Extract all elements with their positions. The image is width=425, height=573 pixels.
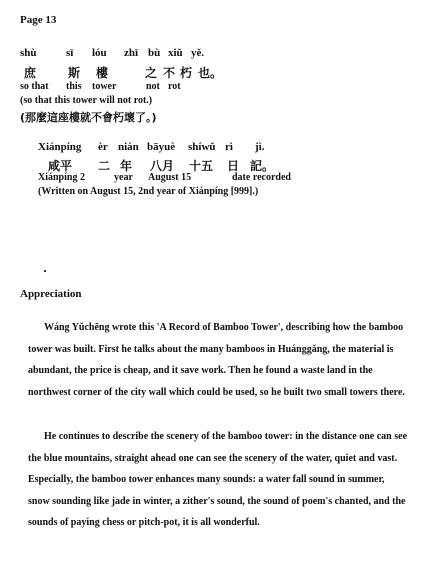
appreciation-paragraph (28, 317, 408, 403)
literal-token: date recorded (232, 172, 291, 183)
chinese-token: 之 (145, 66, 158, 80)
chinese-token: 也。 (198, 66, 223, 80)
chinese-token: 年 (120, 159, 133, 173)
pinyin-token: nián (118, 141, 139, 153)
stray-dot (44, 270, 46, 272)
literal-token: Xiánpíng 2 (38, 172, 85, 183)
pinyin-token: Xiánpíng (38, 141, 82, 153)
chinese-token: 庶 (24, 66, 37, 80)
paragraph-text: He continues to describe the scenery of the bamboo tower: in the distance one can see the blue mountains, straight ahead one can see the scenery of the water, quiet and vast. Especially, the bamboo tower enhances many sounds: a water fall sound in summer, snow sounding like jade in winter, a zither's sound, the sound of poem's chanted, and the sounds of paying chess or pitch-pot, it is all wonderful. (28, 431, 408, 528)
pinyin-token: èr (98, 141, 108, 153)
literal-token: so that (20, 81, 49, 92)
literal-token: rot (168, 81, 181, 92)
chinese-token: 八月 (150, 159, 175, 173)
page-number: Page 13 (20, 14, 57, 26)
paragraph-text: Wáng Yǔchēng wrote this 'A Record of Bamboo Tower', describing how the bamboo tower was built. First he talks about the many bamboos in Huánggǎng, the material is abundant, the price is cheap, and it save work. Then he found a waste land in the northwest corner of the city wall which could be used, so he built two small towers there. (28, 322, 405, 398)
pinyin-token: yě. (191, 47, 205, 59)
pinyin-token: bāyuè (147, 141, 176, 153)
section-heading: Appreciation (20, 288, 82, 300)
pinyin-token: xiǔ (168, 47, 183, 59)
pinyin-token: shíwǔ (188, 141, 216, 153)
appreciation-paragraph (28, 426, 408, 534)
block1-translation: (so that this tower will not rot.) (20, 95, 153, 106)
literal-token: not (146, 81, 160, 92)
chinese-token: 二 (98, 159, 111, 173)
literal-token: this (66, 81, 82, 92)
block1-modern-chinese: (那麼這座樓就不會朽壞了。) (20, 111, 157, 124)
pinyin-token: rì (225, 141, 233, 153)
chinese-token: 朽 (180, 66, 193, 80)
pinyin-token: shù (20, 47, 37, 59)
chinese-token: 斯 (68, 66, 81, 80)
pinyin-token: jì. (255, 141, 265, 153)
chinese-token: 記。 (250, 159, 275, 173)
literal-token: year (114, 172, 133, 183)
pinyin-token: bù (148, 47, 161, 59)
literal-token: tower (92, 81, 117, 92)
chinese-token: 十五 (189, 159, 214, 173)
pinyin-token: lóu (92, 47, 107, 59)
pinyin-token: sī (66, 47, 74, 59)
chinese-token: 日 (227, 159, 240, 173)
pinyin-token: zhī (124, 47, 139, 59)
chinese-token: 咸平 (48, 159, 73, 173)
block2-translation: (Written on August 15, 2nd year of Xiánpíng [999].) (38, 186, 259, 197)
chinese-token: 不 (163, 66, 176, 80)
chinese-token: 樓 (96, 66, 109, 80)
literal-token: August 15 (148, 172, 192, 183)
